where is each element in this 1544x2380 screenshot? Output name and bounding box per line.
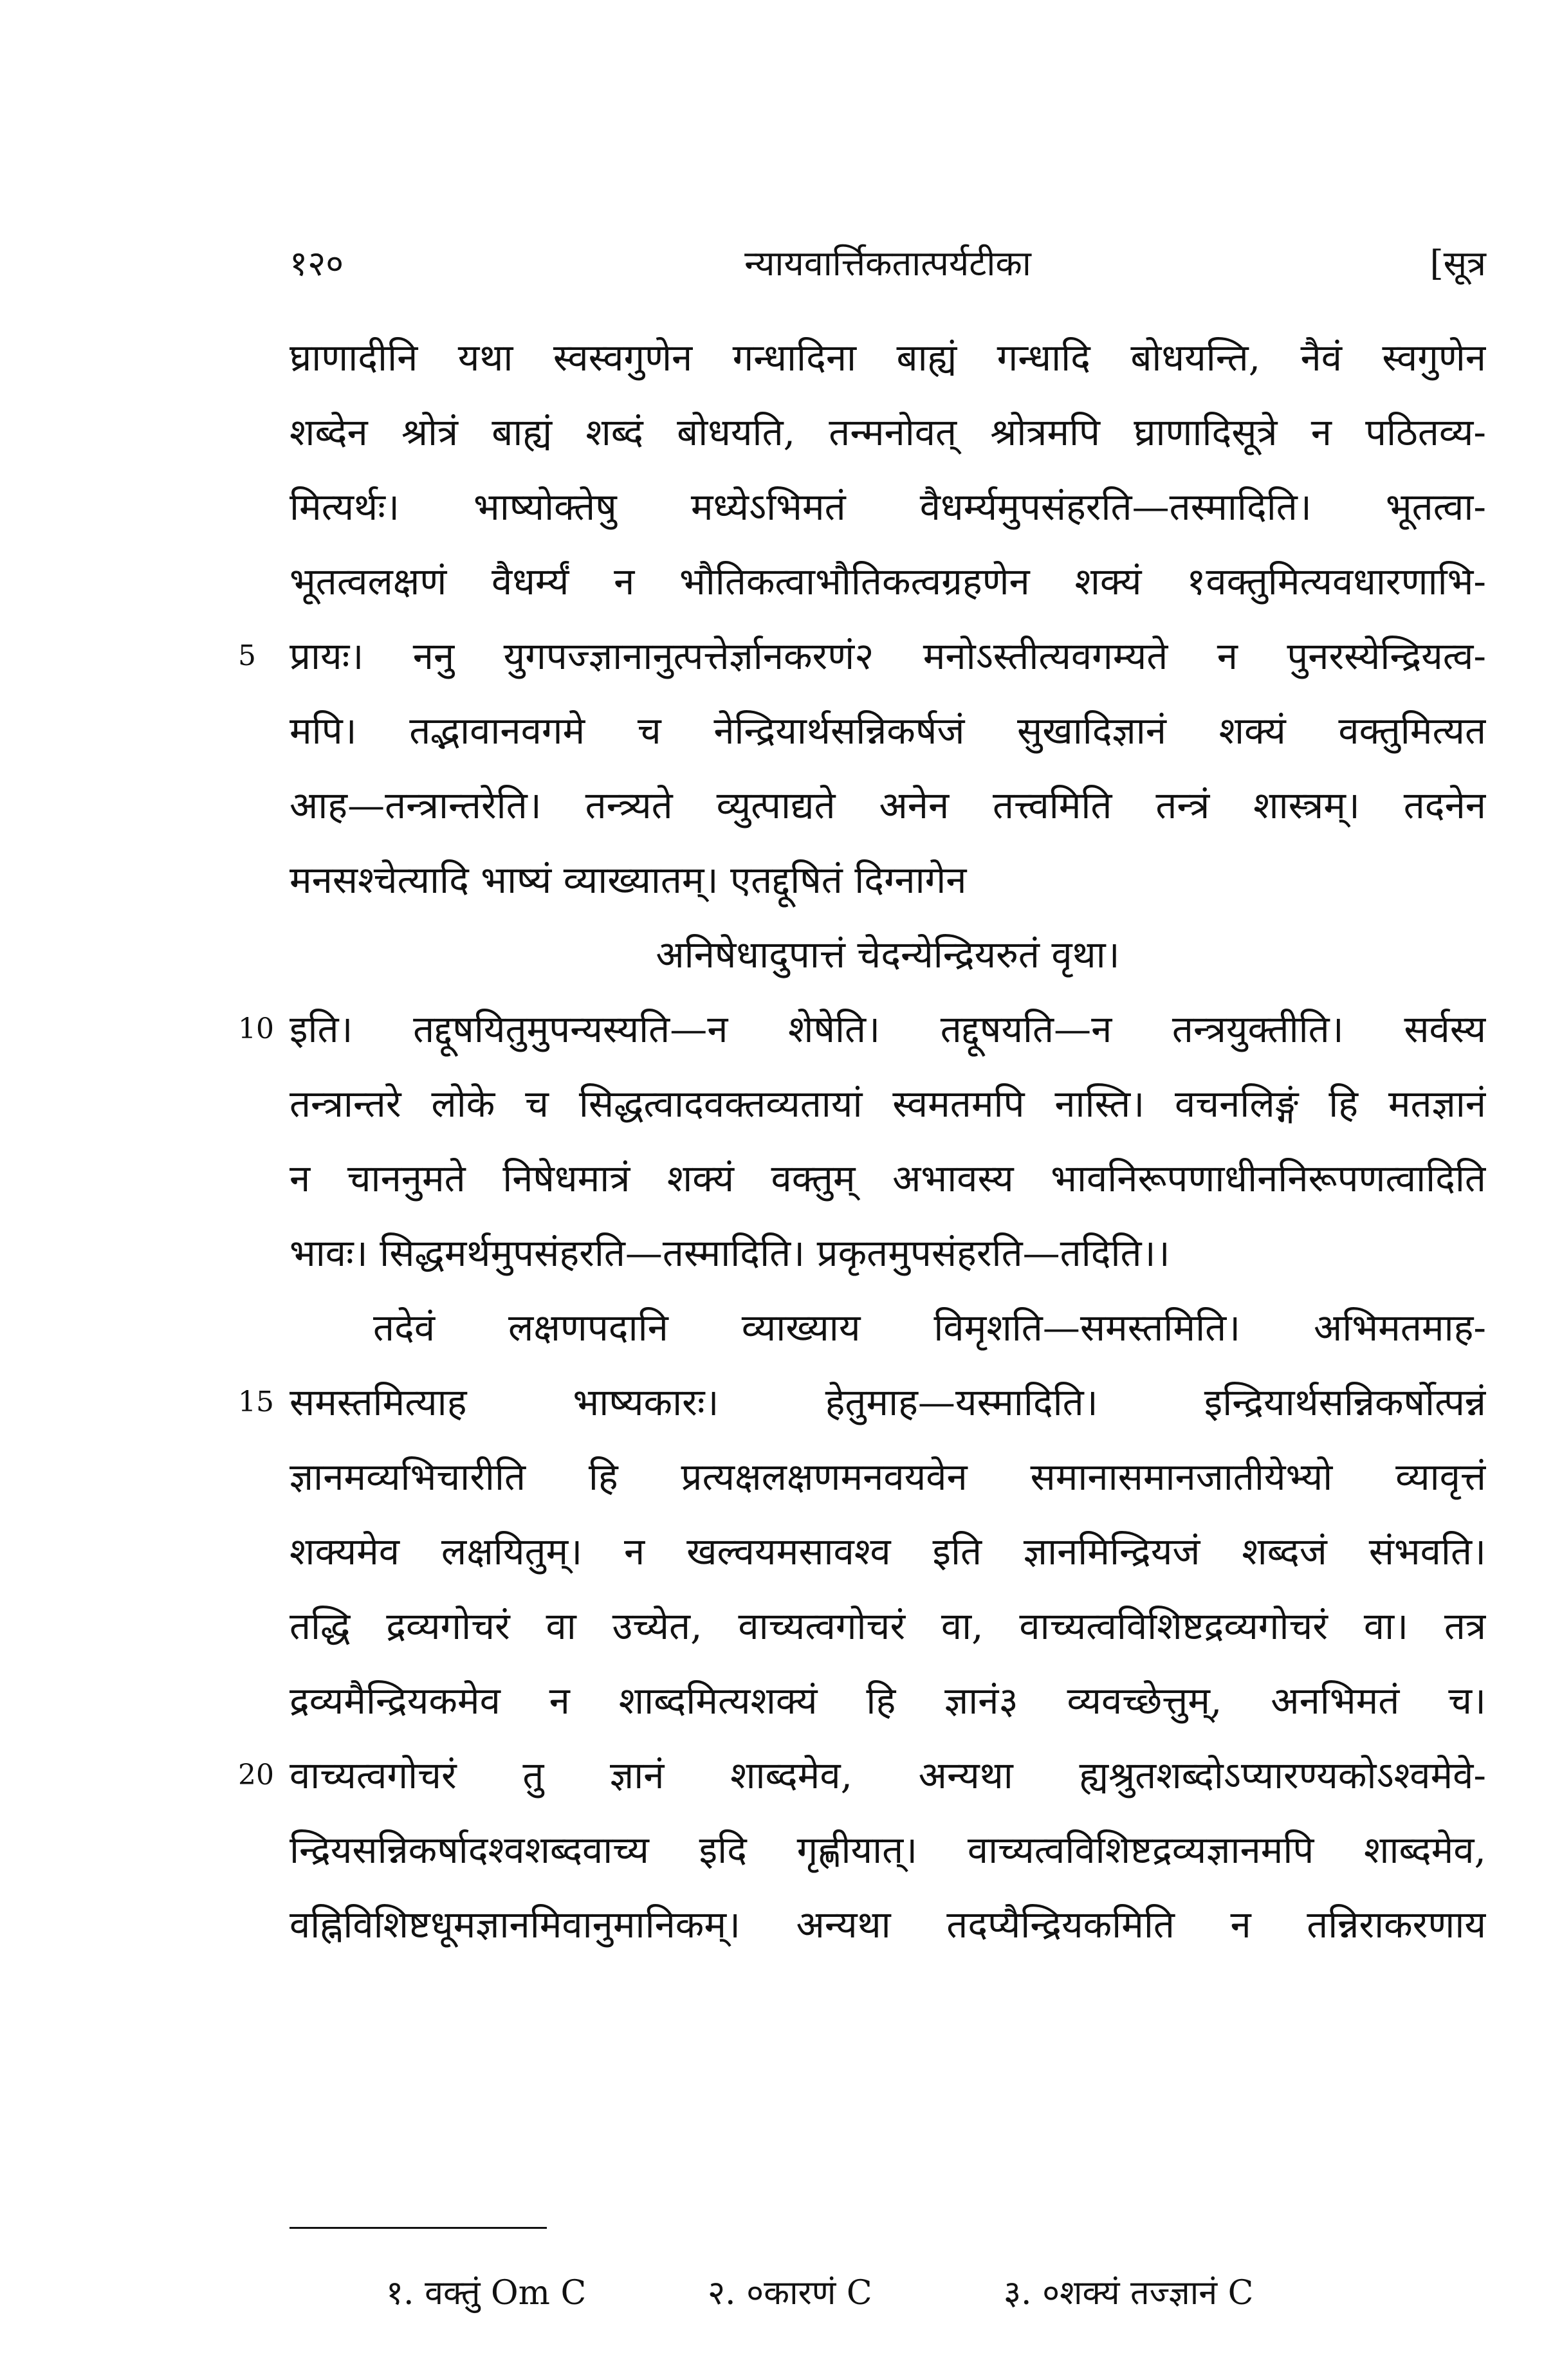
footnote-2: २. ०कारणं C xyxy=(708,2274,872,2312)
text-line: घ्राणादीनि यथा स्वस्वगुणेन गन्धादिना बाह्यं गन्धादि बोधयन्ति, नैवं स्वगुणेन xyxy=(290,336,1486,380)
text-line: वह्निविशिष्टधूमज्ञानमिवानुमानिकम्। अन्यथा तदप्यैन्द्रियकमिति न तन्निराकरणाय xyxy=(290,1903,1486,1946)
section-marker: [सूत्र xyxy=(1429,243,1486,284)
text-line: न्द्रियसन्निकर्षादश्वशब्दवाच्य इदि गृह्णीयात्। वाच्यत्वविशिष्टद्रव्यज्ञानमपि शाब्दमेव, xyxy=(290,1828,1486,1872)
text-line: मपि। तद्भावानवगमे च नेन्द्रियार्थसन्निकर्षजं सुखादिज्ञानं शक्यं वक्तुमित्यत xyxy=(290,709,1486,753)
text-line: भूतत्वलक्षणं वैधर्म्यं न भौतिकत्वाभौतिकत्वग्रहणेन शक्यं १वक्तुमित्यवधारणाभि- xyxy=(290,560,1486,603)
page-number: १२० xyxy=(290,243,344,284)
text-line: तन्त्रान्तरे लोके च सिद्धत्वादवक्तव्यतायां स्वमतमपि नास्ति। वचनलिङ्गं हि मतज्ञानं xyxy=(290,1082,1486,1126)
running-title: न्यायवार्त्तिकतात्पर्यटीका xyxy=(744,243,1031,284)
page-header xyxy=(290,238,1486,289)
text-line: शक्यमेव लक्षयितुम्। न खल्वयमसावश्व इति ज्ञानमिन्द्रियजं शब्दजं संभवति। xyxy=(290,1530,1486,1573)
line-number: 5 xyxy=(238,639,256,672)
text-line: तद्धि द्रव्यगोचरं वा उच्येत, वाच्यत्वगोचरं वा, वाच्यत्वविशिष्टद्रव्यगोचरं वा। तत्र xyxy=(290,1604,1486,1648)
text-line: प्रायः। ननु युगपज्ज्ञानानुत्पत्तेर्ज्ञानकरणं२ मनोऽस्तीत्यवगम्यते न पुनरस्येन्द्रियत्व- xyxy=(290,634,1486,678)
footnote-1: १. वक्तुं Om C xyxy=(386,2274,587,2312)
text-line: समस्तमित्याह भाष्यकारः। हेतुमाह—यस्मादिति। इन्द्रियार्थसन्निकर्षोत्पन्नं xyxy=(290,1380,1486,1424)
text-line: अनिषेधादुपात्तं चेदन्येन्द्रियरुतं वृथा। xyxy=(656,933,1120,976)
line-number: 15 xyxy=(238,1386,274,1418)
footnotes xyxy=(386,2264,1287,2322)
text-line: द्रव्यमैन्द्रियकमेव न शाब्दमित्यशक्यं हि ज्ञानं३ व्यवच्छेत्तुम्, अनभिमतं च। xyxy=(290,1679,1486,1723)
main-text xyxy=(290,320,1486,1962)
text-line: तदेवं लक्षणपदानि व्याख्याय विमृशति—समस्तमिति। अभिमतमाह- xyxy=(373,1306,1486,1350)
text-line: वाच्यत्वगोचरं तु ज्ञानं शाब्दमेव, अन्यथा ह्यश्रुतशब्दोऽप्यारण्यकोऽश्वमेवे- xyxy=(290,1753,1486,1797)
text-line: ज्ञानमव्यभिचारीति हि प्रत्यक्षलक्षणमनवयवेन समानासमानजातीयेभ्यो व्यावृत्तं xyxy=(290,1455,1486,1499)
text-line: मित्यर्थः। भाष्योक्तेषु मध्येऽभिमतं वैधर्म्यमुपसंहरति—तस्मादिति। भूतत्वा- xyxy=(290,485,1486,529)
text-line: भावः। सिद्धमर्थमुपसंहरति—तस्मादिति। प्रकृतमुपसंहरति—तदिति।। xyxy=(290,1231,1170,1275)
text-line: शब्देन श्रोत्रं बाह्यं शब्दं बोधयति, तन्मनोवत् श्रोत्रमपि घ्राणादिसूत्रे न पठितव्य- xyxy=(290,410,1486,454)
text-line: न चाननुमते निषेधमात्रं शक्यं वक्तुम् अभावस्य भावनिरूपणाधीननिरूपणत्वादिति xyxy=(290,1157,1486,1200)
footnote-rule xyxy=(290,2227,547,2229)
line-number: 20 xyxy=(238,1759,274,1791)
text-line: मनसश्चेत्यादि भाष्यं व्याख्यातम्। एतद्दूषितं दिग्नागेन xyxy=(290,858,967,902)
line-number: 10 xyxy=(238,1012,274,1045)
text-line: इति। तद्दूषयितुमुपन्यस्यति—न शेषेति। तद्दूषयति—न तन्त्रयुक्तीति। सर्वस्य xyxy=(290,1007,1486,1051)
footnote-3: ३. ०शक्यं तज्ज्ञानं C xyxy=(1004,2274,1254,2312)
text-line: आह—तन्त्रान्तरेति। तन्त्र्यते व्युत्पाद्यते अनेन तत्त्वमिति तन्त्रं शास्त्रम्। तदनेन xyxy=(290,783,1486,827)
